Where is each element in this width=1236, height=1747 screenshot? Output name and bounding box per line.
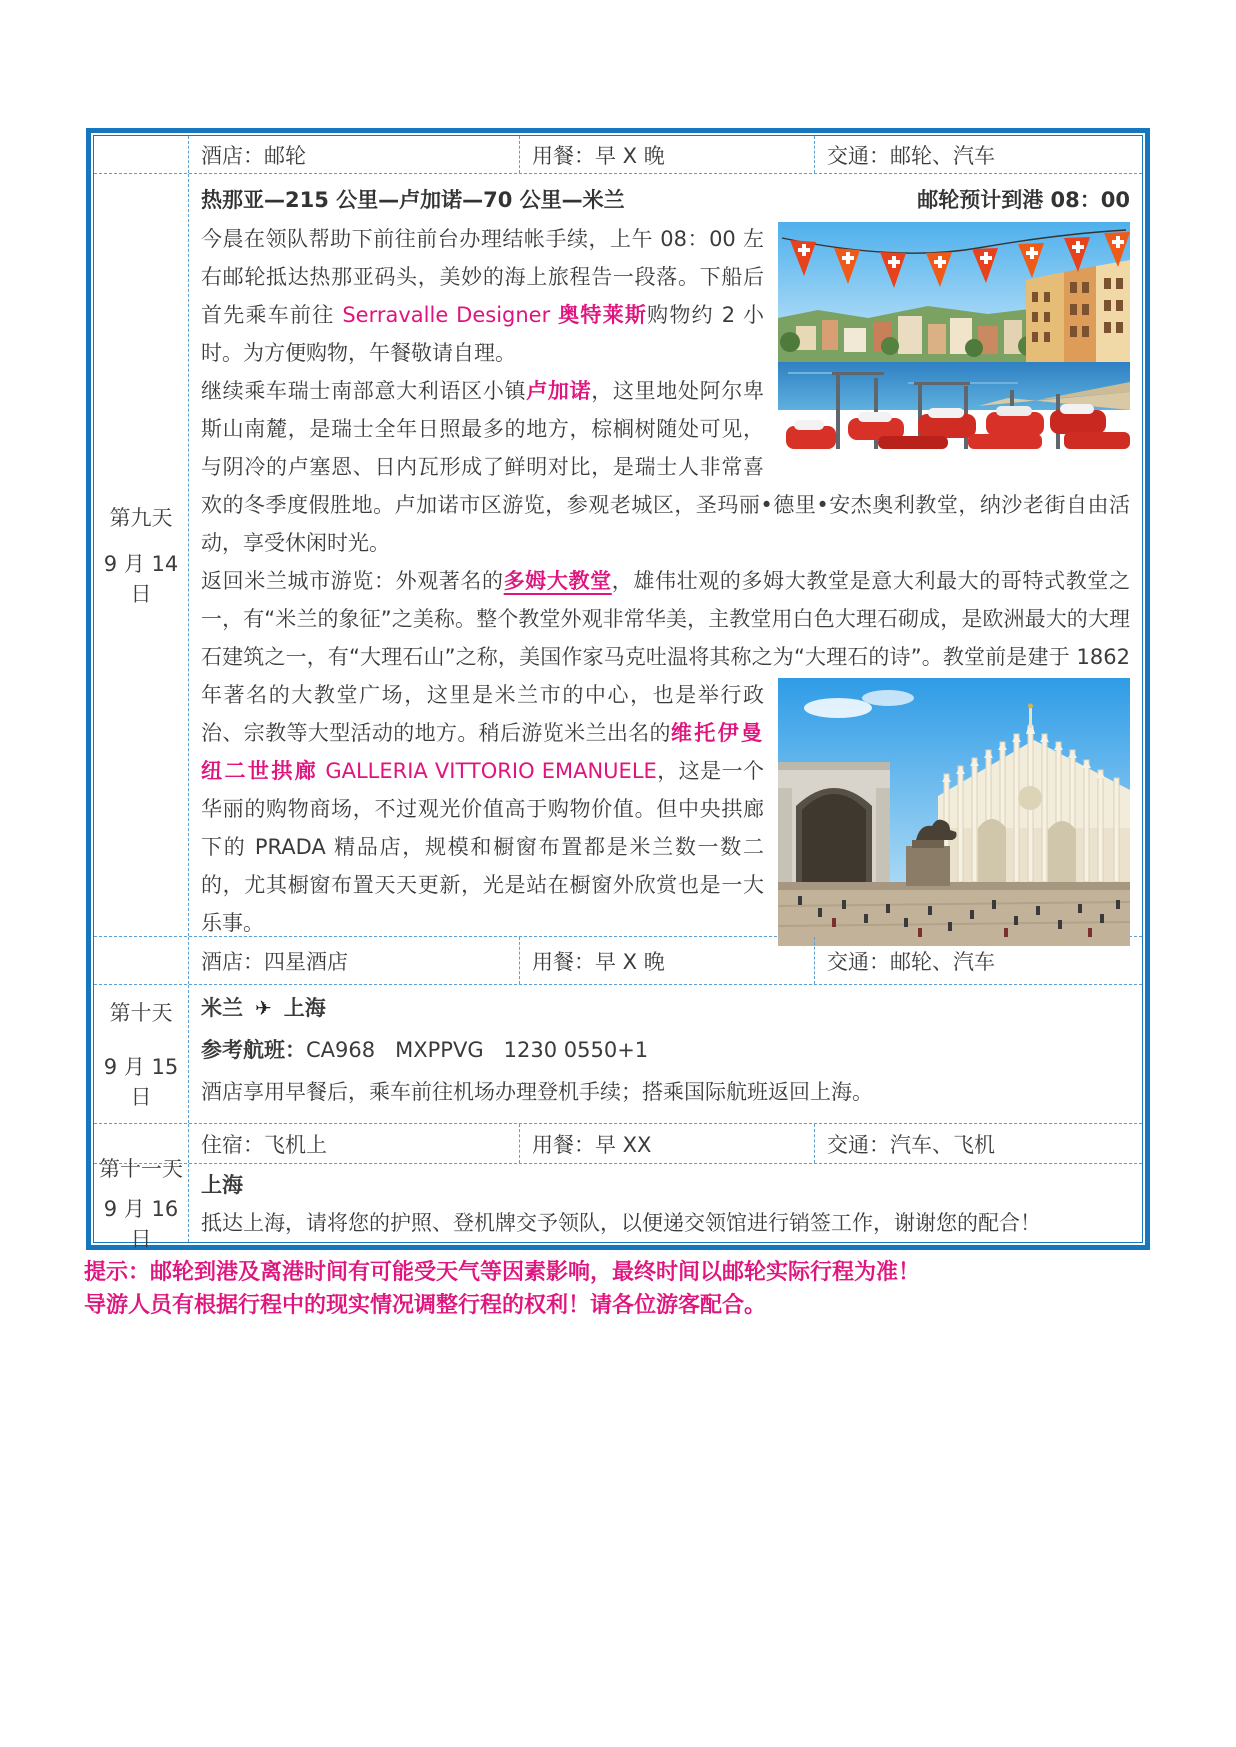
day-cell-empty	[94, 937, 189, 984]
day10-row	[94, 985, 1142, 1124]
day11-title: 上海	[201, 1173, 243, 1197]
milan-cathedral-photo	[778, 678, 1130, 946]
day9-text-3d: ，这是一个华丽的购物商场，不过观光价值高于购物价值。但中央拱廊下的 PRADA 精品店，规模和橱窗布置都是米兰数一数二的，尤其橱窗布置天天更新，光是站在橱窗外欣赏也是一大乐事。	[201, 759, 765, 935]
lugano-highlight: 卢加诺	[526, 379, 592, 403]
flight-ref-label: 参考航班：	[201, 1038, 306, 1062]
day9-content-cell	[189, 174, 1142, 936]
day9-paragraph-3	[201, 562, 1130, 942]
itinerary-table-inner	[93, 135, 1143, 1251]
day9-label-cell	[94, 174, 189, 936]
day9-text-1a: 今晨在领队帮助下前往前台办理结帐手续，上午 08：00 左右邮轮抵达热那亚码头，美妙的海上旅程告一段落。下船后首先乘车前往	[201, 227, 764, 327]
day-cell-empty	[94, 136, 189, 173]
outlet-name-en: Serravalle Designer	[342, 303, 559, 327]
meal-cell: 用餐：早 X 晚	[520, 136, 815, 173]
transport-cell: 交通：汽车、飞机	[827, 1132, 995, 1157]
day9-text-2a: 继续乘车瑞士南部意大利语区小镇	[201, 379, 527, 403]
day9-day-label: 第九天	[109, 506, 173, 530]
day10-content-cell	[189, 985, 1142, 1123]
footer-note-line1: 提示：邮轮到港及离港时间有可能受天气等因素影响，最终时间以邮轮实际行程为准！	[84, 1260, 921, 1285]
day10-route-line	[201, 987, 1130, 1029]
summary-row-carryover	[94, 136, 1142, 174]
day9-date-label: 9 月 14 日	[103, 552, 179, 606]
day9-paragraph-1	[201, 220, 1130, 372]
day9-body	[201, 220, 1130, 942]
footer-note-line2: 导游人员有根据行程中的现实情况调整行程的权利！请各位游客配合。	[84, 1293, 767, 1318]
day9-summary-row	[94, 937, 1142, 985]
day11-day-label: 第十一天	[99, 1157, 183, 1181]
day11-row	[94, 1157, 1142, 1251]
lugano-lakefront-photo	[778, 222, 1130, 449]
day9-row	[94, 174, 1142, 937]
day11-date-label: 9 月 16 日	[103, 1197, 179, 1251]
day9-text-3a: 返回米兰城市游览：外观著名的	[201, 569, 504, 593]
day11-description: 抵达上海，请将您的护照、登机牌交予领队，以便递交领馆进行销签工作，谢谢您的配合！	[201, 1211, 1041, 1235]
lodging-cell: 住宿：飞机上	[189, 1124, 520, 1163]
day9-arrival-note: 邮轮预计到港 08：00	[917, 188, 1130, 212]
day10-label-cell	[94, 985, 189, 1123]
galleria-highlight-en: GALLERIA VITTORIO EMANUELE	[318, 759, 657, 783]
day10-summary-row	[94, 1124, 1142, 1164]
day10-date-label: 9 月 15 日	[103, 1055, 179, 1109]
transport-cell: 交通：邮轮、汽车	[827, 949, 995, 974]
itinerary-table	[86, 128, 1150, 1250]
day11-label-cell	[94, 1157, 189, 1251]
airplane-icon: ✈	[255, 996, 272, 1020]
day9-text-3c: 前是建于 1862 年著名的大教堂广场，这里是米兰市的中心，也是举行政治、宗教等大型活动的地方。稍后游览米兰出名的	[201, 645, 1130, 745]
outlet-name-cn: 奥特莱斯	[558, 303, 648, 327]
day11-content-cell	[189, 1164, 1142, 1242]
day10-day-label: 第十天	[109, 1001, 173, 1025]
day10-route-from: 米兰	[201, 996, 243, 1020]
hotel-cell: 酒店：邮轮	[189, 136, 520, 173]
day9-text-3b: ，雄伟壮观的多姆大教堂是意大利最大的哥特式教堂之一，有“米兰的象征”之美称。整个教堂外观非常华美，主教堂用白色大理石砌成，是欧洲最大的大理石建筑之一，有“大理石山”之称，美国作家马克吐温将其称之为“大理石的诗”。教堂	[201, 569, 1131, 669]
galleria-highlight-cn: 维托伊曼纽二世拱廊	[201, 721, 765, 783]
day9-text-1b: 购物约 2 小时。为方便购物，午餐敬请自理。	[201, 303, 764, 365]
flight-number: CA968 MXPPVG 1230 0550+1	[306, 1038, 649, 1062]
day9-route-line	[201, 178, 1130, 220]
meal-cell: 用餐：早 X 晚	[520, 937, 815, 984]
duomo-highlight: 多姆大教堂	[503, 569, 612, 593]
transport-cell: 交通：邮轮、汽车	[827, 143, 995, 168]
day10-description: 酒店享用早餐后，乘车前往机场办理登机手续；搭乘国际航班返回上海。	[201, 1080, 873, 1104]
hotel-cell: 酒店：四星酒店	[189, 937, 520, 984]
meal-cell: 用餐：早 XX	[520, 1124, 815, 1163]
footer-note	[84, 1256, 1164, 1322]
day9-route-title: 热那亚—215 公里—卢加诺—70 公里—米兰	[201, 188, 625, 212]
day10-flight-line	[201, 1029, 1130, 1071]
day10-route-to: 上海	[283, 996, 326, 1020]
day9-text-2b: ，这里地处阿尔卑斯山南麓，是瑞士全年日照最多的地方，棕榈树随处可见，与阴冷的卢塞恩、日内瓦形成了鲜明对比，是瑞士人非常喜欢的冬季度假胜地。卢加诺市区游览，参观老城区，圣玛丽•德里•安杰奥利教堂，纳沙老街自由活动，享受休闲时光。	[201, 379, 1130, 555]
